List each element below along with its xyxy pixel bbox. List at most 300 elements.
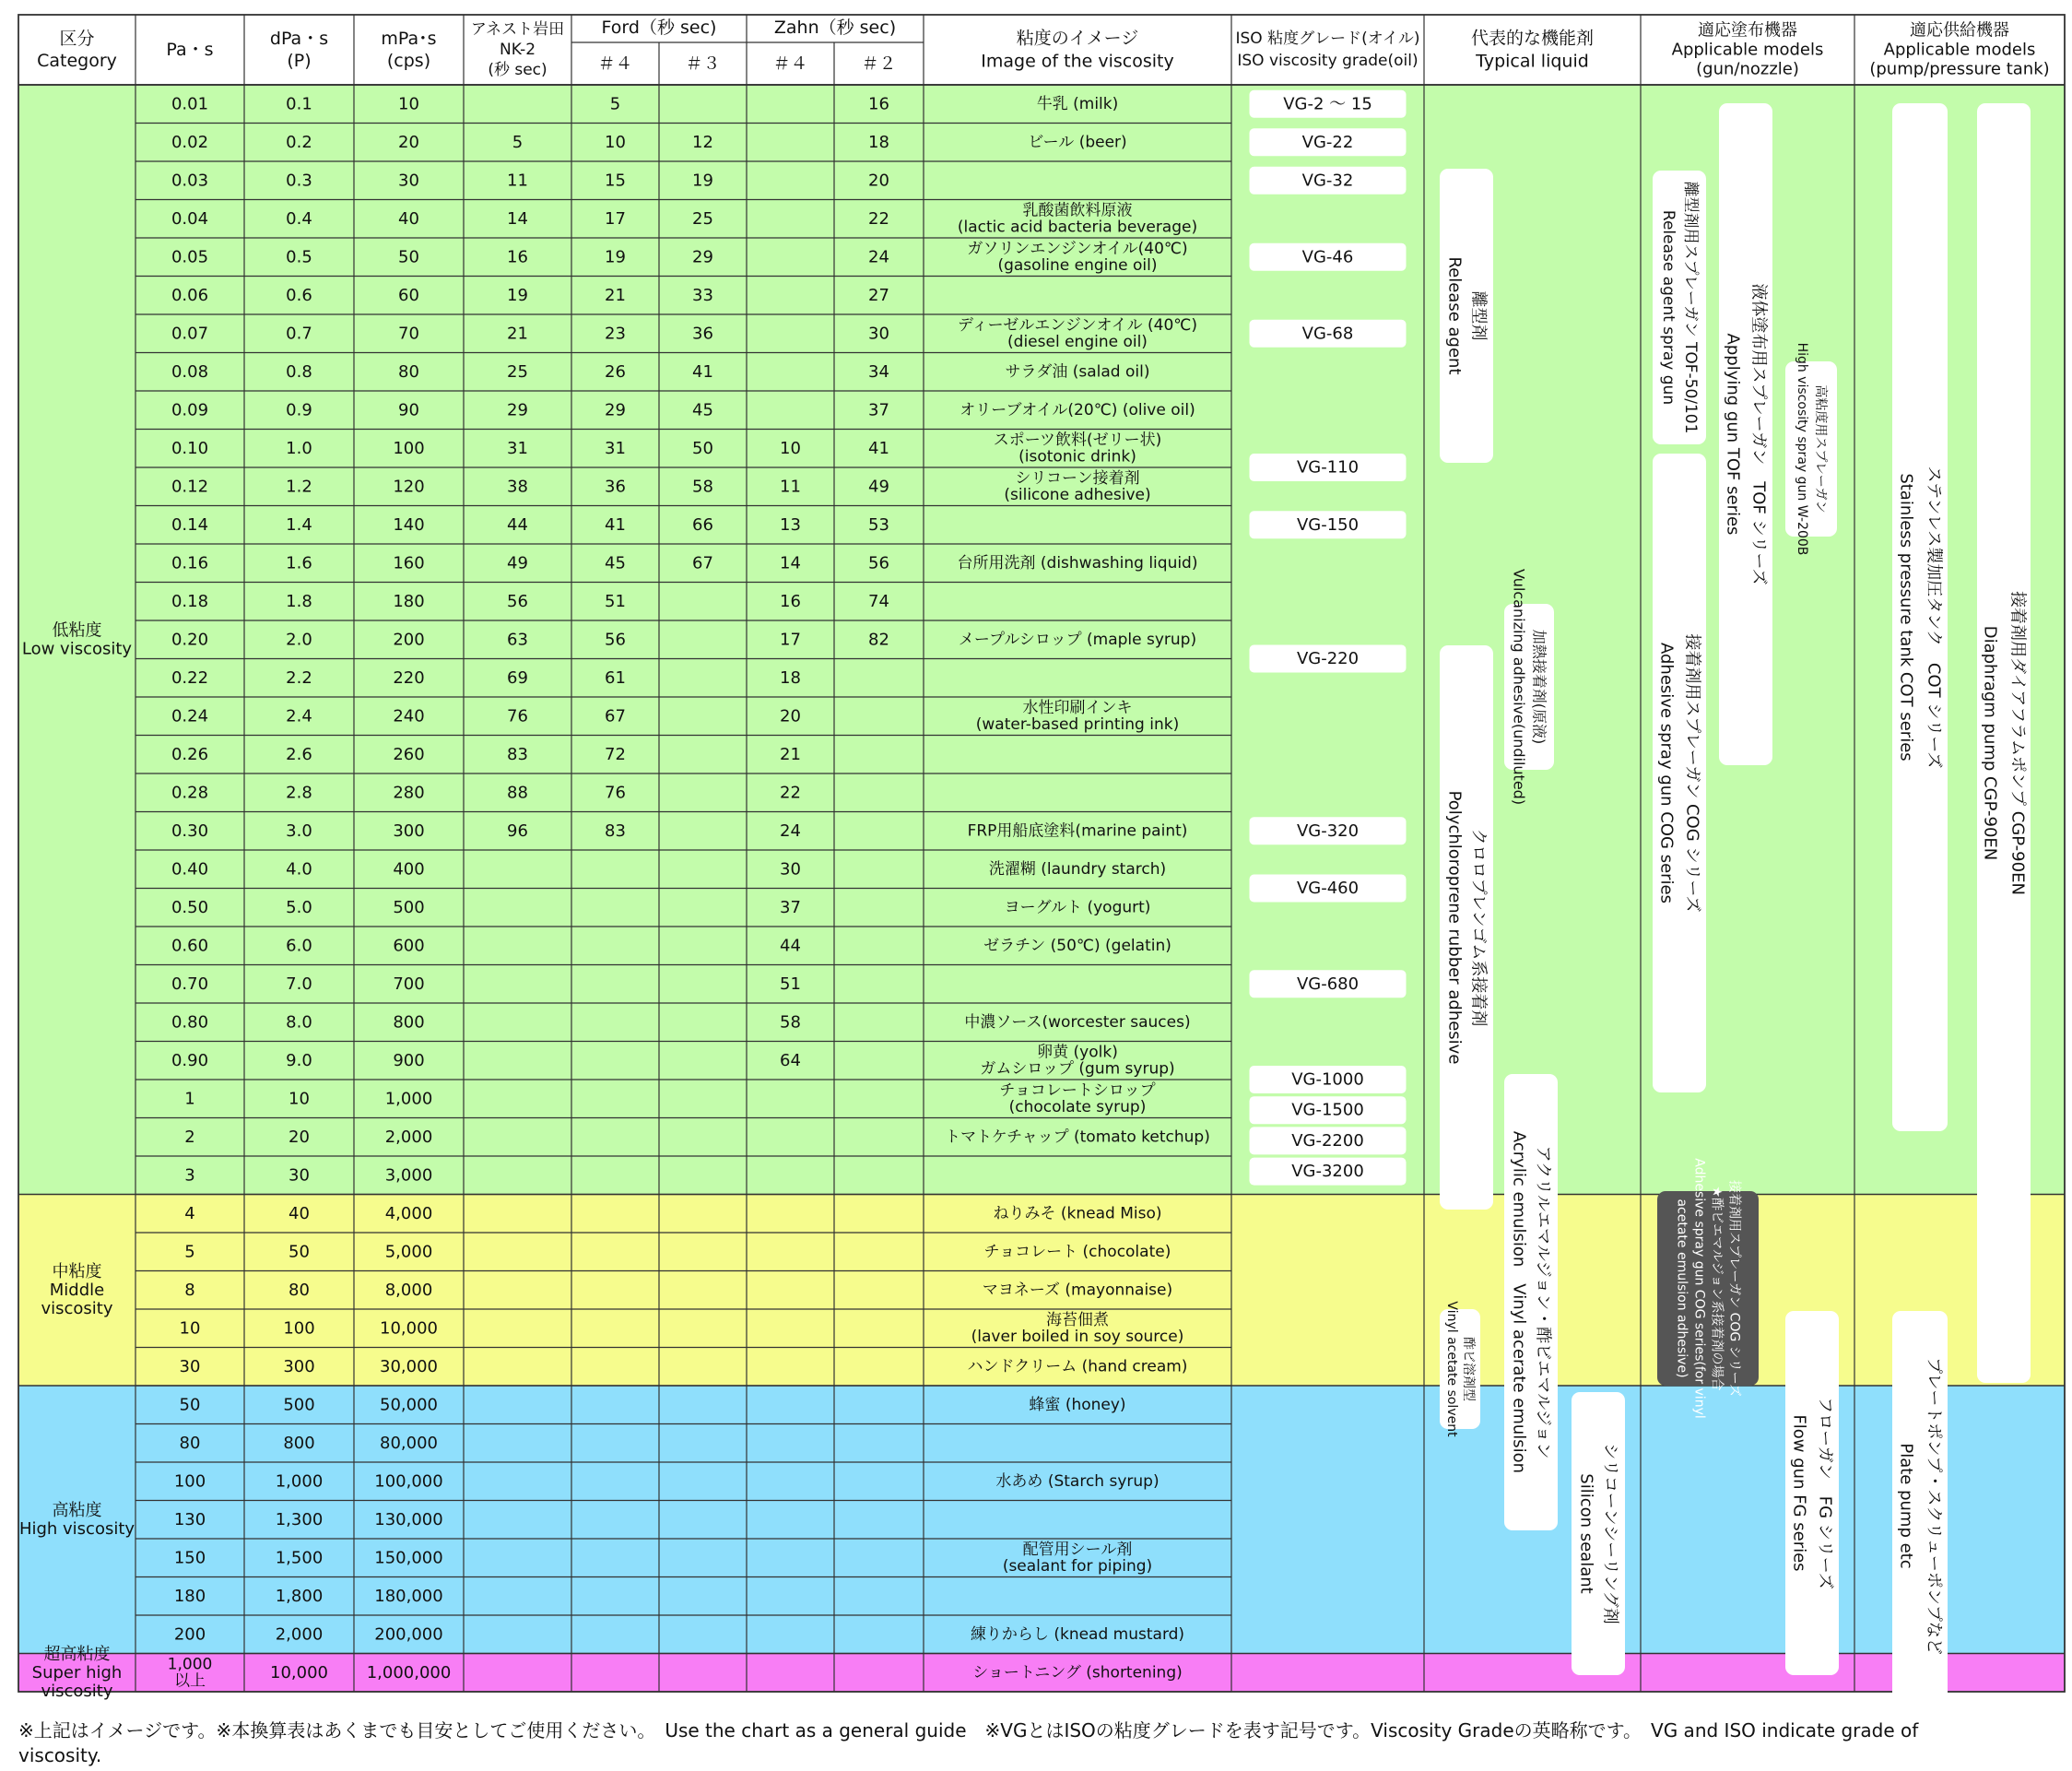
cell-f4: 5 <box>609 94 621 114</box>
cell-f4: 21 <box>605 285 626 305</box>
cell-pas: 0.40 <box>171 859 209 880</box>
cell-f4: 51 <box>605 591 626 611</box>
cell-pas: 200 <box>173 1624 206 1645</box>
cell-dpas: 2.6 <box>286 744 312 764</box>
category-label: 中粘度 <box>52 1261 102 1281</box>
footnote: viscosity. <box>18 1744 102 1766</box>
cell-image: FRP用船底塗料(marine paint) <box>967 821 1188 841</box>
cell-pas: 3 <box>184 1165 195 1186</box>
iso-grade-label: VG-68 <box>1301 324 1354 344</box>
cell-nk2: 19 <box>507 285 528 305</box>
cell-f4: 26 <box>605 361 626 382</box>
cell-f3: 29 <box>692 247 713 267</box>
cell-image: マヨネーズ (mayonnaise) <box>982 1281 1173 1300</box>
iso-grade-label: VG-460 <box>1296 879 1360 898</box>
cell-nk2: 96 <box>507 821 528 841</box>
cell-z4: 17 <box>780 630 801 650</box>
cell-dpas: 1,000 <box>275 1471 324 1492</box>
cell-pas: 1,000 <box>167 1655 213 1674</box>
cell-f3: 33 <box>692 285 713 305</box>
plate-pump-bar-label: プレートポンプ・スクリューポンプなど <box>1924 1357 1944 1655</box>
cell-f3: 58 <box>692 477 713 497</box>
cell-dpas: 40 <box>288 1203 310 1223</box>
header-typical: 代表的な機能剤 <box>1470 28 1595 49</box>
cell-image: 蜂蜜 (honey) <box>1029 1395 1126 1414</box>
cell-f4: 31 <box>605 438 626 458</box>
cell-f3: 66 <box>692 514 713 535</box>
header-dpas: dPa・s <box>269 29 329 49</box>
cell-z4: 16 <box>780 591 801 611</box>
cell-image: オリーブオイル(20℃) (olive oil) <box>959 400 1195 419</box>
cell-nk2: 38 <box>507 477 528 497</box>
cell-dpas: 2,000 <box>275 1624 324 1645</box>
cell-image: ディーゼルエンジンオイル (40℃) <box>958 315 1197 335</box>
release-gun-bar-label: 離型剤用スプレーガン TOF-50/101 <box>1681 181 1700 434</box>
cell-dpas: 2.8 <box>286 783 312 803</box>
iso-grade-label: VG-1000 <box>1291 1069 1364 1090</box>
cell-pas: 0.50 <box>171 897 209 917</box>
category-label: 高粘度 <box>52 1500 102 1520</box>
flow-gun-bar-label: Flow gun FG series <box>1789 1414 1809 1572</box>
cell-mpas: 160 <box>393 553 425 573</box>
header-typical: Typical liquid <box>1476 51 1589 72</box>
cell-f4: 17 <box>605 208 626 229</box>
cell-nk2: 25 <box>507 361 528 382</box>
cell-mpas: 200,000 <box>374 1624 443 1645</box>
cell-nk2: 29 <box>507 400 528 420</box>
cell-pas: 0.01 <box>171 94 209 114</box>
header-zahn2: ＃２ <box>861 53 897 74</box>
vulcanizing-adhesive-bar-label: Vulcanizing adhesive(undiluted) <box>1510 568 1528 806</box>
cell-mpas: 700 <box>393 974 425 994</box>
cell-dpas: 2.0 <box>286 630 312 650</box>
header-nk2: アネスト岩田 <box>470 20 565 39</box>
cell-nk2: 16 <box>507 247 528 267</box>
cell-z2: 49 <box>868 477 889 497</box>
category-label: 低粘度 <box>52 620 102 641</box>
cell-z4: 22 <box>780 783 801 803</box>
cell-image: (laver boiled in soy source) <box>971 1327 1184 1346</box>
cell-f4: 41 <box>605 514 626 535</box>
cell-dpas: 0.7 <box>286 324 312 344</box>
vinyl-solvent-bar-label: 酢ビ溶剤型 <box>1461 1337 1476 1401</box>
header-pump: Applicable models <box>1883 40 2036 60</box>
cell-image: ショートニング (shortening) <box>972 1663 1183 1682</box>
cell-pas: 0.08 <box>171 361 209 382</box>
cell-z4: 11 <box>780 477 801 497</box>
cog-vinyl-gun-bar-label: acetate emulsion adhesive) <box>1674 1198 1689 1378</box>
cell-f3: 19 <box>692 171 713 191</box>
cell-image: (gasoline engine oil) <box>997 255 1158 275</box>
cell-pas: 0.70 <box>171 974 209 994</box>
cell-dpas: 1.6 <box>286 553 312 573</box>
silicon-sealant-bar-label: シリコーンシーリング剤 <box>1600 1443 1620 1624</box>
cell-image: 洗濯糊 (laundry starch) <box>988 859 1167 879</box>
header-mpas: (cps) <box>386 51 431 71</box>
category-label: High viscosity <box>18 1518 135 1539</box>
cell-mpas: 50 <box>398 247 419 267</box>
cell-mpas: 1,000,000 <box>366 1662 452 1682</box>
cell-pas: 0.04 <box>171 208 209 229</box>
header-nk2: NK-2 <box>499 41 536 59</box>
cell-dpas: 100 <box>283 1318 315 1339</box>
header-iso: ISO viscosity grade(oil) <box>1237 52 1419 70</box>
cell-nk2: 21 <box>507 324 528 344</box>
cell-f3: 41 <box>692 361 713 382</box>
header-category: 区分 <box>59 29 95 49</box>
cell-mpas: 200 <box>393 630 425 650</box>
cog-gun-bar-label: Adhesive spray gun COG series <box>1656 642 1677 904</box>
pressure-tank-bar-label: Stainless pressure tank COT series <box>1896 473 1916 762</box>
cell-mpas: 600 <box>393 936 425 956</box>
cell-mpas: 3,000 <box>384 1165 433 1186</box>
cell-dpas: 6.0 <box>286 936 312 956</box>
cell-nk2: 49 <box>507 553 528 573</box>
flow-gun-bar-label: フローガン FG シリーズ <box>1815 1397 1835 1589</box>
diaphragm-pump-bar-label: 接着剤用ダイアフラムポンプ CGP-90EN <box>2007 591 2028 895</box>
cell-pas: 0.02 <box>171 132 209 152</box>
iso-grade-label: VG-2200 <box>1291 1130 1364 1151</box>
category-label: viscosity <box>41 1298 113 1318</box>
cell-mpas: 8,000 <box>384 1280 433 1300</box>
cell-z4: 13 <box>780 514 801 535</box>
cell-z2: 34 <box>868 361 889 382</box>
chloroprene-adhesive-bar-label: クロロプレンゴム系接着剤 <box>1468 828 1489 1027</box>
cell-mpas: 240 <box>393 706 425 726</box>
cell-nk2: 31 <box>507 438 528 458</box>
cell-mpas: 30,000 <box>380 1356 438 1376</box>
header-dpas: (P) <box>287 51 312 71</box>
cell-dpas: 2.2 <box>286 667 312 688</box>
plate-pump-bar-label: Plate pump etc <box>1896 1443 1916 1569</box>
cell-pas: 0.22 <box>171 667 209 688</box>
acrylic-emulsion-bar-label: アクリルエマルジョン・酢ビエマルジョン <box>1533 1145 1553 1459</box>
cell-image: 中濃ソース(worcester sauces) <box>964 1012 1191 1032</box>
cell-mpas: 80,000 <box>380 1433 438 1453</box>
iso-grade-label: VG-1500 <box>1291 1100 1364 1120</box>
cell-pas: 180 <box>173 1586 206 1606</box>
cell-nk2: 69 <box>507 667 528 688</box>
cell-z2: 30 <box>868 324 889 344</box>
cell-pas: 10 <box>179 1318 201 1339</box>
cell-z2: 82 <box>868 630 889 650</box>
cell-f4: 67 <box>605 706 626 726</box>
cell-dpas: 1.4 <box>286 514 312 535</box>
category-label: viscosity <box>41 1681 113 1701</box>
cell-z4: 21 <box>780 744 801 764</box>
cell-mpas: 150,000 <box>374 1548 443 1568</box>
cell-f4: 29 <box>605 400 626 420</box>
category-label: Super high <box>31 1662 123 1682</box>
cell-mpas: 100 <box>393 438 425 458</box>
cell-z4: 51 <box>780 974 801 994</box>
cell-z2: 22 <box>868 208 889 229</box>
cell-dpas: 0.6 <box>286 285 312 305</box>
cell-pas: 130 <box>173 1509 206 1529</box>
footnote: ※上記はイメージです。※本換算表はあくまでも目安としてご使用ください。 Use the chart as a general guide ※VGとはISOの粘度グレードを表す記号です。Viscosity Gradeの英略称です。 VG and ISO indicate grade of <box>18 1719 1919 1741</box>
cell-mpas: 60 <box>398 285 419 305</box>
cell-mpas: 900 <box>393 1050 425 1070</box>
cell-dpas: 1,800 <box>275 1586 324 1606</box>
header-mpas: mPa･s <box>381 29 437 49</box>
cell-dpas: 10 <box>288 1089 310 1109</box>
cell-mpas: 100,000 <box>374 1471 443 1492</box>
cell-dpas: 1.0 <box>286 438 312 458</box>
cell-f4: 36 <box>605 477 626 497</box>
header-gun: Applicable models <box>1671 40 1824 60</box>
header-pas: Pa・s <box>166 40 214 60</box>
cell-dpas: 800 <box>283 1433 315 1453</box>
cell-nk2: 83 <box>507 744 528 764</box>
cell-dpas: 1,300 <box>275 1509 324 1529</box>
cell-mpas: 20 <box>398 132 419 152</box>
cell-mpas: 220 <box>393 667 425 688</box>
cell-image: メープルシロップ (maple syrup) <box>958 630 1197 649</box>
cell-dpas: 0.4 <box>286 208 312 229</box>
cell-mpas: 400 <box>393 859 425 880</box>
category-label: 超高粘度 <box>43 1644 111 1664</box>
cog-gun-bar-label: 接着剤用スプレーガン COG シリーズ <box>1682 633 1702 913</box>
cell-image: シリコーン接着剤 <box>1015 468 1140 488</box>
cell-mpas: 30 <box>398 171 419 191</box>
cell-mpas: 800 <box>393 1012 425 1033</box>
cell-pas: 30 <box>179 1356 201 1376</box>
header-pump: (pump/pressure tank) <box>1869 59 2050 79</box>
cell-image: ガソリンエンジンオイル(40℃) <box>967 239 1188 258</box>
cell-dpas: 1.8 <box>286 591 312 611</box>
silicon-sealant-bar-label: Silicon sealant <box>1576 1473 1596 1594</box>
cell-dpas: 1,500 <box>275 1548 324 1568</box>
cell-z2: 18 <box>868 132 889 152</box>
cell-pas: 0.80 <box>171 1012 209 1033</box>
cell-z4: 44 <box>780 936 801 956</box>
cell-pas: 0.90 <box>171 1050 209 1070</box>
iso-grade-label: VG-2 ～ 15 <box>1283 94 1372 114</box>
cell-mpas: 50,000 <box>380 1395 438 1415</box>
cell-dpas: 10,000 <box>270 1662 328 1682</box>
cell-dpas: 0.9 <box>286 400 312 420</box>
cell-pas: 50 <box>179 1395 201 1415</box>
iso-grade-label: VG-220 <box>1296 649 1360 668</box>
cell-image: 台所用洗剤 (dishwashing liquid) <box>957 553 1198 573</box>
cell-pas: 0.30 <box>171 821 209 841</box>
header-pump: 適応供給機器 <box>1910 20 2009 41</box>
iso-grade-label: VG-150 <box>1296 514 1360 535</box>
cell-z2: 74 <box>868 591 889 611</box>
cell-image: チョコレートシロップ <box>999 1080 1156 1100</box>
cell-nk2: 56 <box>507 591 528 611</box>
tof-gun-bar-label: 液体塗布用スプレーガン TOF シリーズ <box>1748 283 1769 585</box>
cell-f4: 72 <box>605 744 626 764</box>
cell-pas: 0.05 <box>171 247 209 267</box>
cell-image: 配管用シール剤 <box>1022 1540 1133 1559</box>
cell-z2: 56 <box>868 553 889 573</box>
cell-pas: 0.16 <box>171 553 209 573</box>
header-gun: 適応塗布機器 <box>1698 20 1797 41</box>
cell-f4: 61 <box>605 667 626 688</box>
cell-pas: 0.14 <box>171 514 209 535</box>
vulcanizing-adhesive-bar-label: 加熱接着剤(原液) <box>1530 629 1548 745</box>
cell-nk2: 76 <box>507 706 528 726</box>
cell-image: ガムシロップ (gum syrup) <box>980 1059 1175 1079</box>
cell-dpas: 0.8 <box>286 361 312 382</box>
cell-z4: 24 <box>780 821 801 841</box>
cell-mpas: 80 <box>398 361 419 382</box>
cell-dpas: 0.3 <box>286 171 312 191</box>
cell-pas: 0.09 <box>171 400 209 420</box>
header-zahn: Zahn（秒 sec) <box>773 18 897 38</box>
cell-z4: 58 <box>780 1012 801 1033</box>
cell-image: (chocolate syrup) <box>1008 1097 1147 1116</box>
cell-f4: 45 <box>605 553 626 573</box>
cell-mpas: 90 <box>398 400 419 420</box>
cell-nk2: 5 <box>512 132 524 152</box>
cell-nk2: 11 <box>507 171 528 191</box>
cog-vinyl-gun-bar-label: Adhesive spray gun COG series(for vinyl <box>1691 1158 1707 1419</box>
cell-mpas: 10,000 <box>380 1318 438 1339</box>
cell-pas: 0.07 <box>171 324 209 344</box>
cell-dpas: 50 <box>288 1242 310 1262</box>
cell-image: ビール (beer) <box>1028 133 1127 152</box>
cell-image: (lactic acid bacteria beverage) <box>957 218 1198 237</box>
cell-nk2: 88 <box>507 783 528 803</box>
cell-z4: 30 <box>780 859 801 880</box>
cell-image: ハンドクリーム (hand cream) <box>967 1357 1188 1376</box>
cell-pas: 0.20 <box>171 630 209 650</box>
header-category: Category <box>37 51 117 71</box>
high-viscosity-gun-bar-label: High viscosity spray gun W-200B <box>1795 342 1809 556</box>
cell-z4: 64 <box>780 1050 801 1070</box>
cell-dpas: 30 <box>288 1165 310 1186</box>
cell-image: スポーツ飲料(ゼリー状) <box>993 431 1162 450</box>
cell-image: ねりみそ (knead Miso) <box>993 1204 1162 1223</box>
cell-image: (silicone adhesive) <box>1004 485 1151 504</box>
iso-grade-label: VG-3200 <box>1291 1162 1364 1182</box>
cell-image: トマトケチャップ (tomato ketchup) <box>945 1128 1210 1147</box>
cell-mpas: 130,000 <box>374 1509 443 1529</box>
cell-pas: 0.10 <box>171 438 209 458</box>
iso-grade-label: VG-46 <box>1301 247 1354 267</box>
cell-f3: 67 <box>692 553 713 573</box>
cell-mpas: 140 <box>393 514 425 535</box>
cell-mpas: 180 <box>393 591 425 611</box>
cell-nk2: 44 <box>507 514 528 535</box>
cell-z4: 20 <box>780 706 801 726</box>
cell-z4: 14 <box>780 553 801 573</box>
header-image: 粘度のイメージ <box>1016 28 1139 49</box>
cell-pas: 4 <box>184 1203 195 1223</box>
cell-image: チョコレート (chocolate) <box>983 1242 1171 1261</box>
cell-dpas: 4.0 <box>286 859 312 880</box>
cell-z4: 37 <box>780 897 801 917</box>
cell-z4: 10 <box>780 438 801 458</box>
cell-image: ヨーグルト (yogurt) <box>1004 898 1151 917</box>
cog-vinyl-gun-bar-label: ★酢ビエマルジョン系接着剤の場合 <box>1709 1186 1725 1391</box>
cell-pas: 0.06 <box>171 285 209 305</box>
cell-z2: 27 <box>868 285 889 305</box>
cell-dpas: 300 <box>283 1356 315 1376</box>
cell-image: (water-based printing ink) <box>975 714 1180 734</box>
category-label: Middle <box>49 1280 105 1300</box>
cell-mpas: 70 <box>398 324 419 344</box>
iso-grade-label: VG-32 <box>1301 171 1354 191</box>
cell-image: 牛乳 (milk) <box>1036 94 1119 113</box>
high-viscosity-gun-bar <box>1785 361 1837 537</box>
cell-z2: 24 <box>868 247 889 267</box>
cell-nk2: 14 <box>507 208 528 229</box>
cell-f4: 56 <box>605 630 626 650</box>
cell-pas: 0.28 <box>171 783 209 803</box>
cell-dpas: 8.0 <box>286 1012 312 1033</box>
cell-pas: 1 <box>184 1089 195 1109</box>
cell-pas: 0.24 <box>171 706 209 726</box>
category-band <box>18 1386 2065 1654</box>
release-agent-bar-label: Release agent <box>1444 256 1465 375</box>
cell-image: 乳酸菌飲料原液 <box>1022 201 1133 220</box>
cell-pas: 0.18 <box>171 591 209 611</box>
cell-dpas: 3.0 <box>286 821 312 841</box>
cell-dpas: 500 <box>283 1395 315 1415</box>
cell-pas: 0.60 <box>171 936 209 956</box>
cell-f3: 45 <box>692 400 713 420</box>
cell-mpas: 40 <box>398 208 419 229</box>
cell-mpas: 2,000 <box>384 1127 433 1147</box>
cell-dpas: 80 <box>288 1280 310 1300</box>
cell-dpas: 20 <box>288 1127 310 1147</box>
cell-dpas: 0.5 <box>286 247 312 267</box>
header-zahn4: ＃４ <box>772 53 808 74</box>
cell-mpas: 500 <box>393 897 425 917</box>
cell-image: サラダ油 (salad oil) <box>1005 362 1150 382</box>
tof-gun-bar-label: Applying gun TOF series <box>1723 333 1743 536</box>
cell-image: (diesel engine oil) <box>1007 332 1148 351</box>
cell-f3: 36 <box>692 324 713 344</box>
cell-dpas: 1.2 <box>286 477 312 497</box>
iso-grade-label: VG-110 <box>1296 457 1360 478</box>
cell-image: 練りからし (knead mustard) <box>970 1624 1185 1644</box>
cell-f3: 25 <box>692 208 713 229</box>
cell-image: 水あめ (Starch syrup) <box>995 1471 1160 1491</box>
cell-image: ゼラチン (50℃) (gelatin) <box>983 936 1171 955</box>
cell-dpas: 0.2 <box>286 132 312 152</box>
cell-mpas: 1,000 <box>384 1089 433 1109</box>
cell-f4: 15 <box>605 171 626 191</box>
cell-mpas: 4,000 <box>384 1203 433 1223</box>
cell-dpas: 9.0 <box>286 1050 312 1070</box>
header-ford: Ford（秒 sec) <box>601 18 717 38</box>
cell-mpas: 5,000 <box>384 1242 433 1262</box>
cell-pas: 150 <box>173 1548 206 1568</box>
cell-dpas: 7.0 <box>286 974 312 994</box>
cell-f4: 10 <box>605 132 626 152</box>
cell-z2: 37 <box>868 400 889 420</box>
cell-pas: 80 <box>179 1433 201 1453</box>
cell-f4: 76 <box>605 783 626 803</box>
cell-z2: 16 <box>868 94 889 114</box>
cell-pas: 5 <box>184 1242 195 1262</box>
cell-dpas: 2.4 <box>286 706 312 726</box>
cell-z2: 41 <box>868 438 889 458</box>
cell-f3: 12 <box>692 132 713 152</box>
vinyl-solvent-bar-label: Vinyl acetate solvent <box>1444 1301 1459 1437</box>
header-nk2: (秒 sec) <box>488 61 547 79</box>
high-viscosity-gun-bar-label: 高粘度用スプレーガン <box>1813 384 1828 514</box>
cell-f3: 50 <box>692 438 713 458</box>
header-gun: (gun/nozzle) <box>1696 59 1799 79</box>
cell-image: 海苔佃煮 <box>1046 1310 1109 1329</box>
cell-f4: 19 <box>605 247 626 267</box>
release-agent-bar-label: 離型剤 <box>1468 290 1489 341</box>
